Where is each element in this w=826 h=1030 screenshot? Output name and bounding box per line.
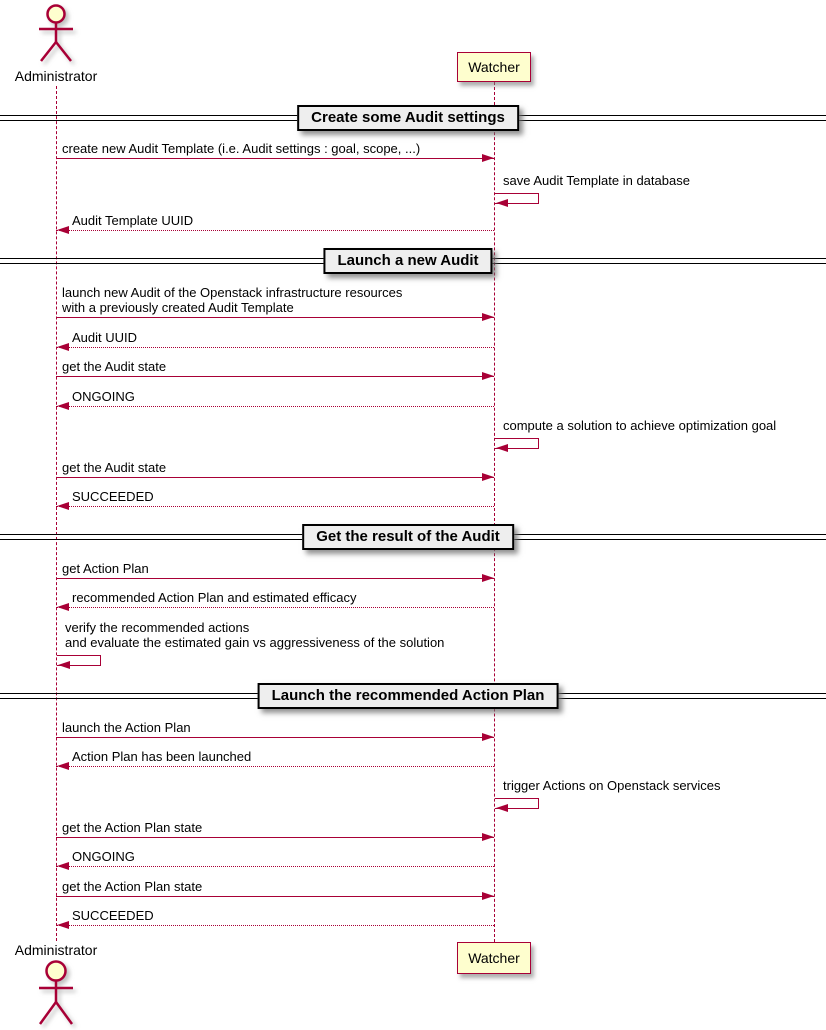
- message-arrow-line: [56, 607, 494, 608]
- administrator-actor-icon: [34, 4, 78, 64]
- message-arrow-line: [56, 766, 494, 767]
- arrowhead-right-icon: [482, 473, 494, 481]
- message-arrow-line: [56, 158, 494, 159]
- message-text-6: get the Audit state: [62, 359, 167, 374]
- message-text-18: ONGOING: [72, 849, 135, 864]
- arrowhead-left-icon: [496, 199, 508, 207]
- administrator-label-bottom: Administrator: [14, 942, 98, 958]
- arrowhead-left-icon: [57, 762, 69, 770]
- message-text-10: SUCCEEDED: [72, 489, 154, 504]
- administrator-label-top: Administrator: [14, 68, 98, 84]
- message-text-4: launch new Audit of the Openstack infrastructure resources with a previously created Audit Template: [62, 285, 403, 315]
- message-arrow-line: [56, 737, 494, 738]
- arrowhead-left-icon: [57, 226, 69, 234]
- message-text-15: Action Plan has been launched: [72, 749, 252, 764]
- arrowhead-right-icon: [482, 833, 494, 841]
- message-text-14: launch the Action Plan: [62, 720, 191, 735]
- message-arrow-line: [56, 317, 494, 318]
- message-text-1: create new Audit Template (i.e. Audit settings : goal, scope, ...): [62, 141, 421, 156]
- self-message-text-13: verify the recommended actions and evaluate the estimated gain vs aggressiveness of the solution: [65, 620, 445, 650]
- arrowhead-left-icon: [58, 661, 70, 669]
- message-arrow-line: [56, 347, 494, 348]
- message-arrow-line: [56, 925, 494, 926]
- arrowhead-right-icon: [482, 574, 494, 582]
- arrowhead-left-icon: [57, 603, 69, 611]
- message-text-11: get Action Plan: [62, 561, 149, 576]
- message-arrow-line: [56, 406, 494, 407]
- message-text-17: get the Action Plan state: [62, 820, 203, 835]
- message-arrow-line: [56, 578, 494, 579]
- arrowhead-left-icon: [57, 402, 69, 410]
- administrator-actor-icon-bottom: [34, 960, 78, 1028]
- lifeline-administrator: [56, 86, 57, 941]
- message-text-9: get the Audit state: [62, 460, 167, 475]
- divider-label-2: Launch a new Audit: [323, 248, 492, 274]
- message-arrow-line: [56, 230, 494, 231]
- arrowhead-left-icon: [57, 862, 69, 870]
- message-text-20: SUCCEEDED: [72, 908, 154, 923]
- lifeline-watcher: [494, 82, 495, 942]
- message-arrow-line: [56, 866, 494, 867]
- arrowhead-right-icon: [482, 313, 494, 321]
- participant-watcher-bottom: Watcher: [457, 942, 531, 974]
- divider-label-4: Launch the recommended Action Plan: [258, 683, 559, 709]
- arrowhead-right-icon: [482, 892, 494, 900]
- message-text-5: Audit UUID: [72, 330, 138, 345]
- message-text-3: Audit Template UUID: [72, 213, 194, 228]
- participant-watcher-top: Watcher: [457, 52, 531, 82]
- arrowhead-right-icon: [482, 733, 494, 741]
- arrowhead-right-icon: [482, 372, 494, 380]
- arrowhead-left-icon: [496, 444, 508, 452]
- message-text-12: recommended Action Plan and estimated efficacy: [72, 590, 357, 605]
- message-arrow-line: [56, 896, 494, 897]
- message-arrow-line: [56, 376, 494, 377]
- message-text-19: get the Action Plan state: [62, 879, 203, 894]
- message-arrow-line: [56, 506, 494, 507]
- message-arrow-line: [56, 477, 494, 478]
- divider-label-3: Get the result of the Audit: [302, 524, 514, 550]
- arrowhead-left-icon: [496, 804, 508, 812]
- self-message-text-2: save Audit Template in database: [503, 173, 690, 188]
- message-text-7: ONGOING: [72, 389, 135, 404]
- self-message-text-8: compute a solution to achieve optimization goal: [503, 418, 777, 433]
- divider-label-1: Create some Audit settings: [297, 105, 519, 131]
- arrowhead-left-icon: [57, 343, 69, 351]
- arrowhead-left-icon: [57, 502, 69, 510]
- arrowhead-right-icon: [482, 154, 494, 162]
- self-message-text-16: trigger Actions on Openstack services: [503, 778, 721, 793]
- arrowhead-left-icon: [57, 921, 69, 929]
- message-arrow-line: [56, 837, 494, 838]
